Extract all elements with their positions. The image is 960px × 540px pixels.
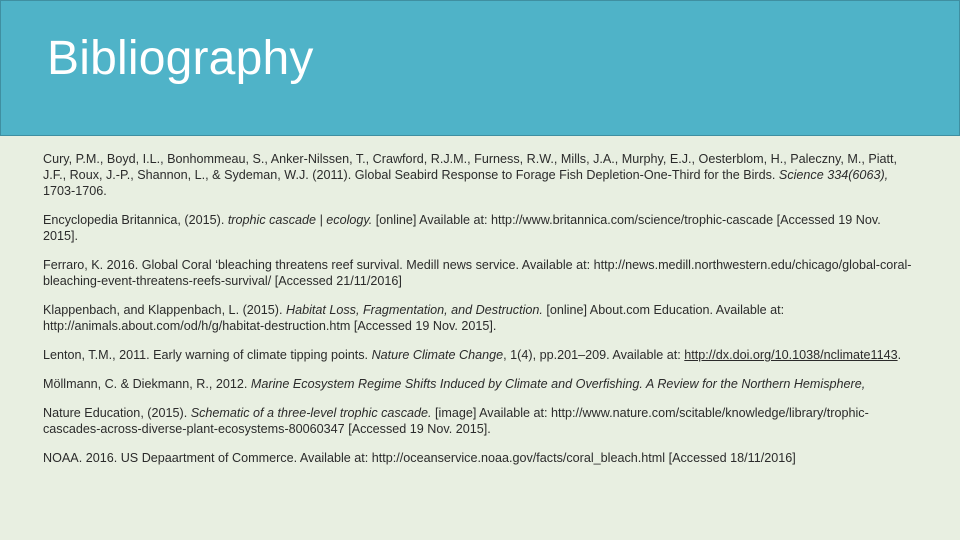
reference-text: 1703-1706. — [43, 184, 107, 198]
reference-text: [online] Available at: http://www.britannica.com/science/trophic-cascade [Accessed 19 Nov. 2015]. — [43, 213, 881, 243]
reference-text: Ferraro, K. 2016. Global Coral ‘bleaching threatens reef survival. Medill news service. Available at: http://news.medill.northwestern.edu/chicago/global-coral-bleaching-event-threatens-reefs-survival/ [Accessed 21/11/2016] — [43, 258, 912, 288]
page-title: Bibliography — [47, 32, 314, 85]
reference-list — [43, 151, 913, 479]
reference-text: Möllmann, C. & Diekmann, R., 2012. — [43, 377, 251, 391]
reference-text: Encyclopedia Britannica, (2015). — [43, 213, 228, 227]
reference-italic: Science 334(6063), — [778, 168, 889, 182]
reference-text: Nature Education, (2015). — [43, 406, 191, 420]
reference-text: NOAA. 2016. US Depaartment of Commerce. Available at: http://oceanservice.noaa.gov/facts/coral_bleach.html [Accessed 18/11/2016] — [43, 451, 796, 465]
reference-item — [43, 405, 913, 437]
reference-text: Cury, P.M., Boyd, I.L., Bonhommeau, S., Anker-Nilssen, T., Crawford, R.J.M., Furness, R.W., Mills, J.A., Murphy, E.J., Oesterblom, H., Paleczny, M., Piatt, J.F., Roux, J.-P., Shannon, L., & Sydeman, W.J. (2011). Global Seabird Response to Forage Fish Depletion-One-Third for the Birds. — [43, 152, 898, 182]
reference-item — [43, 212, 913, 244]
reference-text: [image] Available at: http://www.nature.com/scitable/knowledge/library/trophic-cascades-across-diverse-plant-ecosystems-80060347 [Accessed 19 Nov. 2015]. — [43, 406, 869, 436]
reference-italic: trophic cascade | ecology. — [227, 213, 373, 227]
doi-link[interactable]: http://dx.doi.org/10.1038/nclimate1143 — [684, 348, 898, 362]
reference-italic: Habitat Loss, Fragmentation, and Destruction. — [285, 303, 543, 317]
reference-italic: Marine Ecosystem Regime Shifts Induced by Climate and Overfishing. A Review for the Northern Hemisphere, — [250, 377, 866, 391]
reference-text: Lenton, T.M., 2011. Early warning of climate tipping points. — [43, 348, 372, 362]
reference-item — [43, 257, 913, 289]
reference-item — [43, 151, 913, 199]
title-bar — [0, 0, 960, 136]
reference-text: [online] About.com Education. Available at: http://animals.about.com/od/h/g/habitat-destruction.htm [Accessed 19 Nov. 2015]. — [43, 303, 785, 333]
reference-text: . — [897, 348, 902, 362]
reference-text: Klappenbach, and Klappenbach, L. (2015). — [43, 303, 286, 317]
reference-text: , 1(4), pp.201–209. Available at: — [503, 348, 685, 362]
reference-item — [43, 376, 913, 392]
reference-item — [43, 302, 913, 334]
reference-italic: Schematic of a three-level trophic cascade. — [190, 406, 432, 420]
reference-italic: Nature Climate Change — [371, 348, 504, 362]
reference-item — [43, 450, 913, 466]
reference-item — [43, 347, 913, 363]
